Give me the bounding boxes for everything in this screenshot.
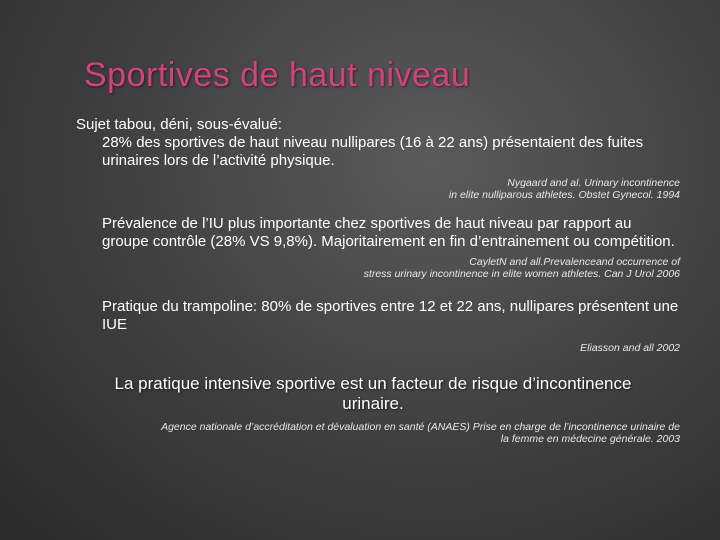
reference-citation (76, 342, 680, 354)
conclusion-reference (76, 421, 680, 445)
reference-line: Eliasson and all 2002 (580, 342, 680, 354)
reference-citation (76, 177, 680, 201)
reference-line: la femme en médecine générale. 2003 (500, 433, 680, 445)
slide-content (76, 116, 680, 445)
reference-line: CayletN and all.Prevalenceand occurrence of (469, 256, 680, 268)
bullet-item (76, 298, 680, 334)
bullet-item (76, 215, 680, 251)
bullet-item (76, 134, 680, 170)
reference-citation (76, 256, 680, 280)
lead-text: Sujet tabou, déni, sous-évalué: (76, 116, 282, 133)
bullet-text: 28% des sportives de haut niveau nullipares (16 à 22 ans) présentaient des fuites urinaires lors de l’activité physique. (102, 134, 644, 169)
bullet-text: Pratique du trampoline: 80% de sportives entre 12 et 22 ans, nullipares présentent une IUE (102, 298, 679, 333)
conclusion-statement: La pratique intensive sportive est un facteur de risque d’incontinence urinaire. (114, 374, 632, 413)
reference-line: Nygaard and al. Urinary incontinence (507, 177, 680, 189)
bullet-text: Prévalence de l’IU plus importante chez sportives de haut niveau par rapport au groupe contrôle (28% VS 9,8%). Majoritairement en fin d’entrainement ou compétition. (102, 215, 675, 250)
reference-line: in elite nulliparous athletes. Obstet Gynecol. 1994 (448, 189, 680, 201)
reference-line: stress urinary incontinence in elite women athletes. Can J Urol 2006 (363, 268, 680, 280)
slide-title: Sportives de haut niveau (84, 56, 471, 94)
reference-line: Agence nationale d’accréditation et dévaluation en santé (ANAES) Prise en charge de l’incontinence urinaire de (161, 421, 680, 433)
